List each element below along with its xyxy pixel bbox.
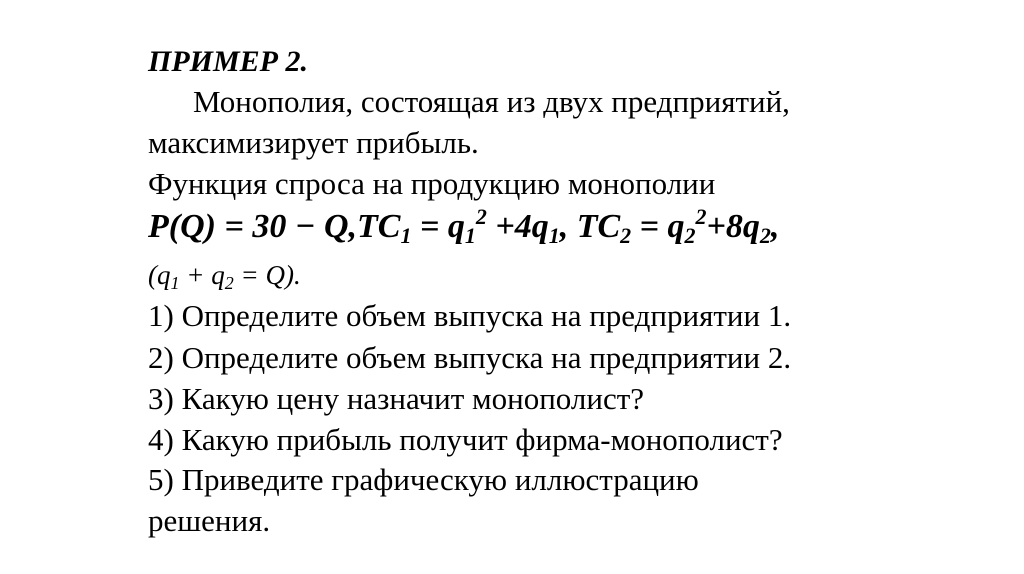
demand-cost-formula — [148, 204, 780, 248]
tc2-q-index: 2 — [684, 223, 696, 248]
tc1-linear-term: +4q — [486, 208, 549, 245]
constraint-close: = Q). — [233, 260, 301, 290]
tc2-linear-term: +8q — [706, 208, 760, 245]
tc1-q-index: 1 — [464, 223, 476, 248]
tc1-linear-index: 1 — [548, 223, 560, 248]
tc2-linear-index: 2 — [759, 223, 771, 248]
quantity-constraint — [148, 256, 301, 294]
question-3: 3) Какую цену назначит монополист? — [148, 381, 645, 416]
intro-line-3: Функция спроса на продукцию монополии — [148, 166, 716, 201]
tc2-index: 2 — [620, 223, 632, 248]
demand-function: P(Q) = 30 − Q, — [148, 208, 357, 245]
q1-index: 1 — [170, 273, 180, 293]
question-2: 2) Определите объем выпуска на предприятии 2. — [148, 340, 792, 375]
tc2-equals: = q — [631, 208, 685, 245]
tc1-index: 1 — [400, 223, 412, 248]
question-1: 1) Определите объем выпуска на предприятии 1. — [148, 298, 792, 333]
example-title: ПРИМЕР 2. — [148, 45, 309, 78]
question-5-line-2: решения. — [148, 503, 271, 538]
formula-separator: , — [559, 208, 577, 245]
question-4: 4) Какую прибыль получит фирма-монополист? — [148, 422, 783, 457]
intro-line-1: Монополия, состоящая из двух предприятий, — [193, 84, 790, 119]
tc1-power: 2 — [475, 204, 487, 229]
tc2-power: 2 — [695, 204, 707, 229]
tc1-label: TC — [357, 208, 401, 245]
question-5-line-1: 5) Приведите графическую иллюстрацию — [148, 462, 699, 497]
formula-end: , — [770, 208, 780, 245]
constraint-open: (q — [148, 260, 171, 290]
tc2-label: TC — [576, 208, 621, 245]
tc1-equals: = q — [411, 208, 465, 245]
constraint-middle: + q — [179, 260, 225, 290]
intro-line-2: максимизирует прибыль. — [148, 125, 479, 160]
q2-index: 2 — [224, 273, 234, 293]
